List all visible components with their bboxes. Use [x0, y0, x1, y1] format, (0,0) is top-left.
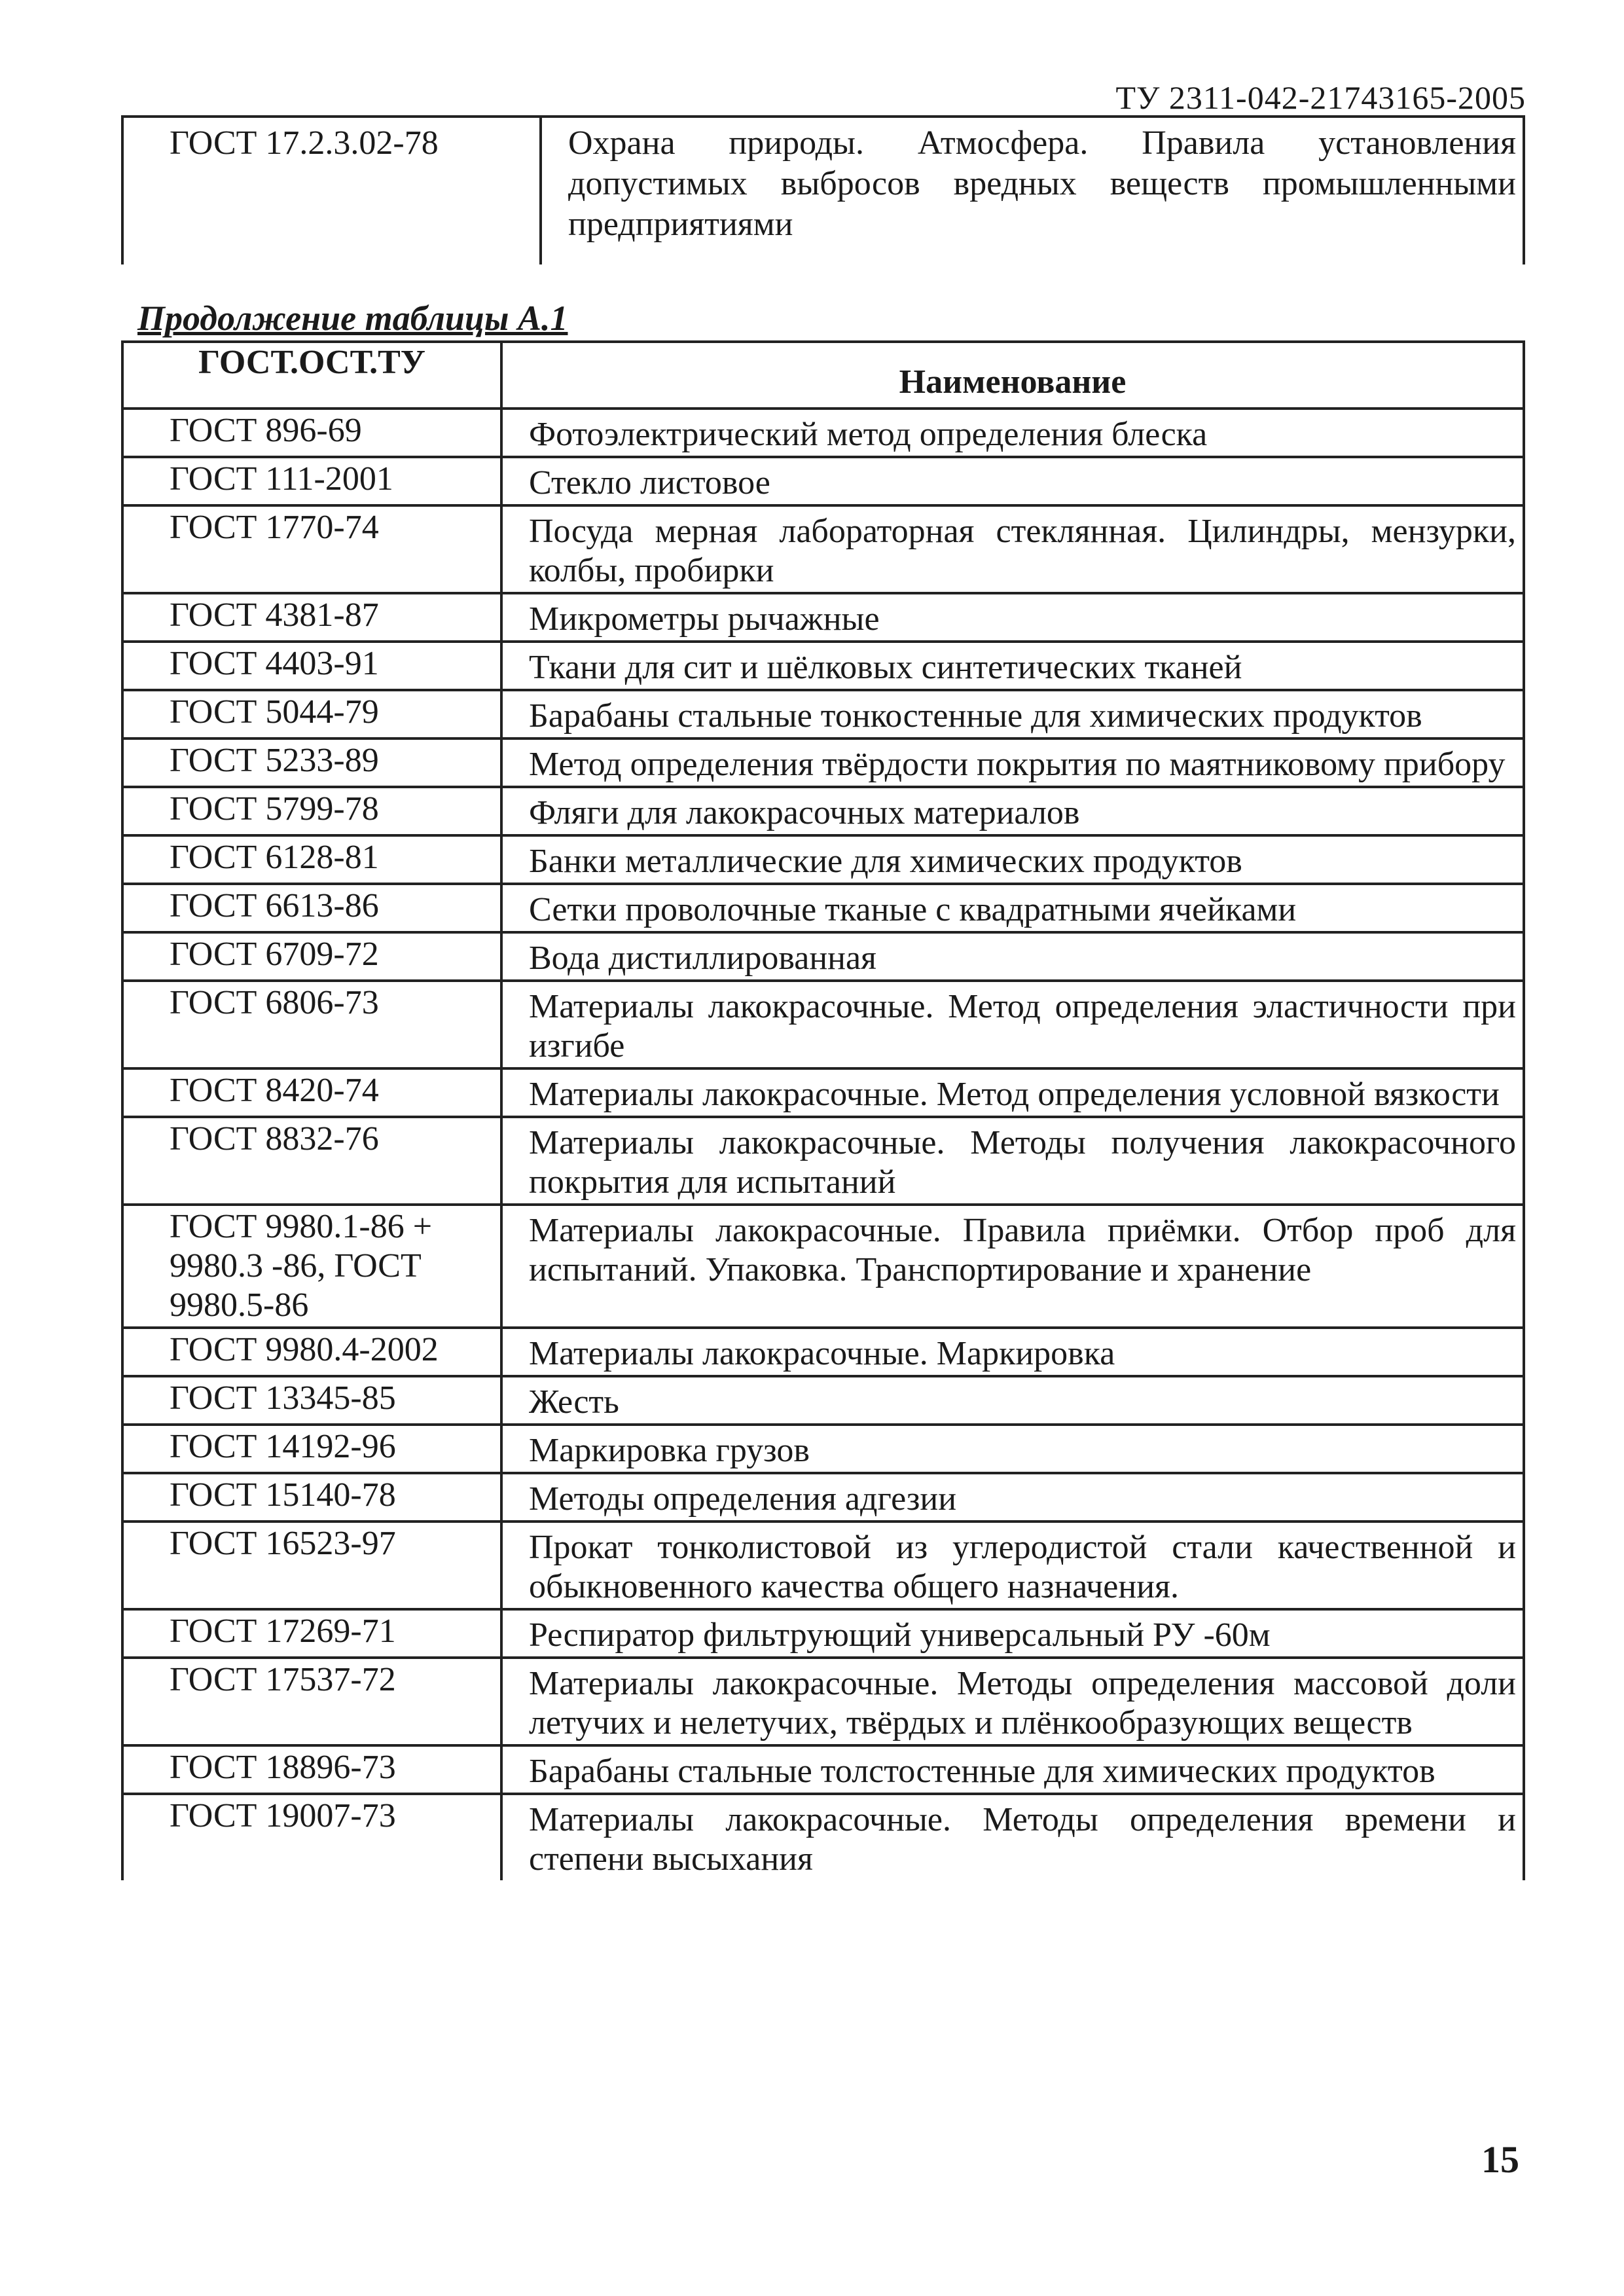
standard-name: Банки металлические для химических продуктов: [501, 835, 1524, 884]
table-row: [122, 409, 1524, 457]
standard-code: ГОСТ 6613-86: [122, 884, 501, 932]
standard-code: ГОСТ 5044-79: [122, 690, 501, 738]
standard-name: Охрана природы. Атмосфера. Правила установления допустимых выбросов вредных веществ промышленными предприятиями: [541, 117, 1524, 264]
standard-name: Материалы лакокрасочные. Методы определения массовой доли летучих и нелетучих, твёрдых и плёнкообразующих веществ: [501, 1658, 1524, 1745]
standard-code: ГОСТ 8420-74: [122, 1068, 501, 1117]
table-row: [122, 738, 1524, 787]
header-name: Наименование: [501, 342, 1524, 409]
standard-code: ГОСТ 17537-72: [122, 1658, 501, 1745]
table-row: [122, 1068, 1524, 1117]
table-row: [122, 1745, 1524, 1794]
standard-name: Методы определения адгезии: [501, 1473, 1524, 1522]
standard-code: ГОСТ 6128-81: [122, 835, 501, 884]
standard-code: ГОСТ 19007-73: [122, 1794, 501, 1880]
standard-name: Материалы лакокрасочные. Методы определения времени и степени высыхания: [501, 1794, 1524, 1880]
header-code: ГОСТ.ОСТ.ТУ: [122, 342, 501, 409]
standard-code: ГОСТ 14192-96: [122, 1425, 501, 1473]
standard-name: Материалы лакокрасочные. Правила приёмки. Отбор проб для испытаний. Упаковка. Транспортирование и хранение: [501, 1205, 1524, 1328]
standard-code: ГОСТ 6806-73: [122, 981, 501, 1068]
table-row: [122, 835, 1524, 884]
page-number: 15: [1481, 2138, 1519, 2181]
standard-code: ГОСТ 1770-74: [122, 505, 501, 593]
document-code: ТУ 2311-042-21743165-2005: [1115, 79, 1526, 116]
standard-code: ГОСТ 5799-78: [122, 787, 501, 835]
table-row: [122, 1376, 1524, 1425]
table-row: [122, 1117, 1524, 1205]
standard-name: Фляги для лакокрасочных материалов: [501, 787, 1524, 835]
table-row: [122, 884, 1524, 932]
table-row: [122, 117, 1524, 264]
standard-name: Микрометры рычажные: [501, 593, 1524, 642]
table-header-row: [122, 342, 1524, 409]
table-row: [122, 690, 1524, 738]
table-row: [122, 787, 1524, 835]
standards-table: [121, 340, 1525, 1880]
table-row: [122, 642, 1524, 690]
standard-name: Сетки проволочные тканые с квадратными ячейками: [501, 884, 1524, 932]
standard-name: Посуда мерная лабораторная стеклянная. Цилиндры, мензурки, колбы, пробирки: [501, 505, 1524, 593]
table-row: [122, 593, 1524, 642]
standard-code: ГОСТ 17.2.3.02-78: [122, 117, 541, 264]
standard-code: ГОСТ 896-69: [122, 409, 501, 457]
standard-code: ГОСТ 4403-91: [122, 642, 501, 690]
standard-code: ГОСТ 16523-97: [122, 1522, 501, 1609]
standard-code: ГОСТ 8832-76: [122, 1117, 501, 1205]
standard-name: Материалы лакокрасочные. Маркировка: [501, 1328, 1524, 1376]
table-row: [122, 1522, 1524, 1609]
standard-name: Стекло листовое: [501, 457, 1524, 505]
standard-code: ГОСТ 9980.4-2002: [122, 1328, 501, 1376]
standard-code: ГОСТ 4381-87: [122, 593, 501, 642]
table-caption: Продолжение таблицы А.1: [137, 299, 568, 338]
table-row: [122, 1425, 1524, 1473]
standard-name: Фотоэлектрический метод определения блеска: [501, 409, 1524, 457]
previous-table-row: [121, 115, 1525, 264]
table-body: [122, 409, 1524, 1880]
standard-code: ГОСТ 111-2001: [122, 457, 501, 505]
table-row: [122, 932, 1524, 981]
standard-name: Вода дистиллированная: [501, 932, 1524, 981]
standard-name: Барабаны стальные тонкостенные для химических продуктов: [501, 690, 1524, 738]
table-row: [122, 1609, 1524, 1658]
standard-name: Материалы лакокрасочные. Метод определения эластичности при изгибе: [501, 981, 1524, 1068]
standard-name: Ткани для сит и шёлковых синтетических тканей: [501, 642, 1524, 690]
standard-code: ГОСТ 9980.1-86 + 9980.3 -86, ГОСТ 9980.5-86: [122, 1205, 501, 1328]
standard-code: ГОСТ 6709-72: [122, 932, 501, 981]
standard-code: ГОСТ 17269-71: [122, 1609, 501, 1658]
standard-name: Жесть: [501, 1376, 1524, 1425]
standard-code: ГОСТ 15140-78: [122, 1473, 501, 1522]
table-row: [122, 1473, 1524, 1522]
standard-name: Материалы лакокрасочные. Методы получения лакокрасочного покрытия для испытаний: [501, 1117, 1524, 1205]
standard-name: Метод определения твёрдости покрытия по маятниковому прибору: [501, 738, 1524, 787]
table-row: [122, 1205, 1524, 1328]
table-row: [122, 457, 1524, 505]
table-row: [122, 1794, 1524, 1880]
standard-name: Материалы лакокрасочные. Метод определения условной вязкости: [501, 1068, 1524, 1117]
table-row: [122, 1658, 1524, 1745]
standard-name: Барабаны стальные толстостенные для химических продуктов: [501, 1745, 1524, 1794]
standard-code: ГОСТ 13345-85: [122, 1376, 501, 1425]
table-row: [122, 1328, 1524, 1376]
standard-name: Респиратор фильтрующий универсальный РУ -60м: [501, 1609, 1524, 1658]
table-row: [122, 981, 1524, 1068]
standard-name: Маркировка грузов: [501, 1425, 1524, 1473]
standard-code: ГОСТ 18896-73: [122, 1745, 501, 1794]
standard-name: Прокат тонколистовой из углеродистой стали качественной и обыкновенного качества общего назначения.: [501, 1522, 1524, 1609]
table-row: [122, 505, 1524, 593]
standard-code: ГОСТ 5233-89: [122, 738, 501, 787]
